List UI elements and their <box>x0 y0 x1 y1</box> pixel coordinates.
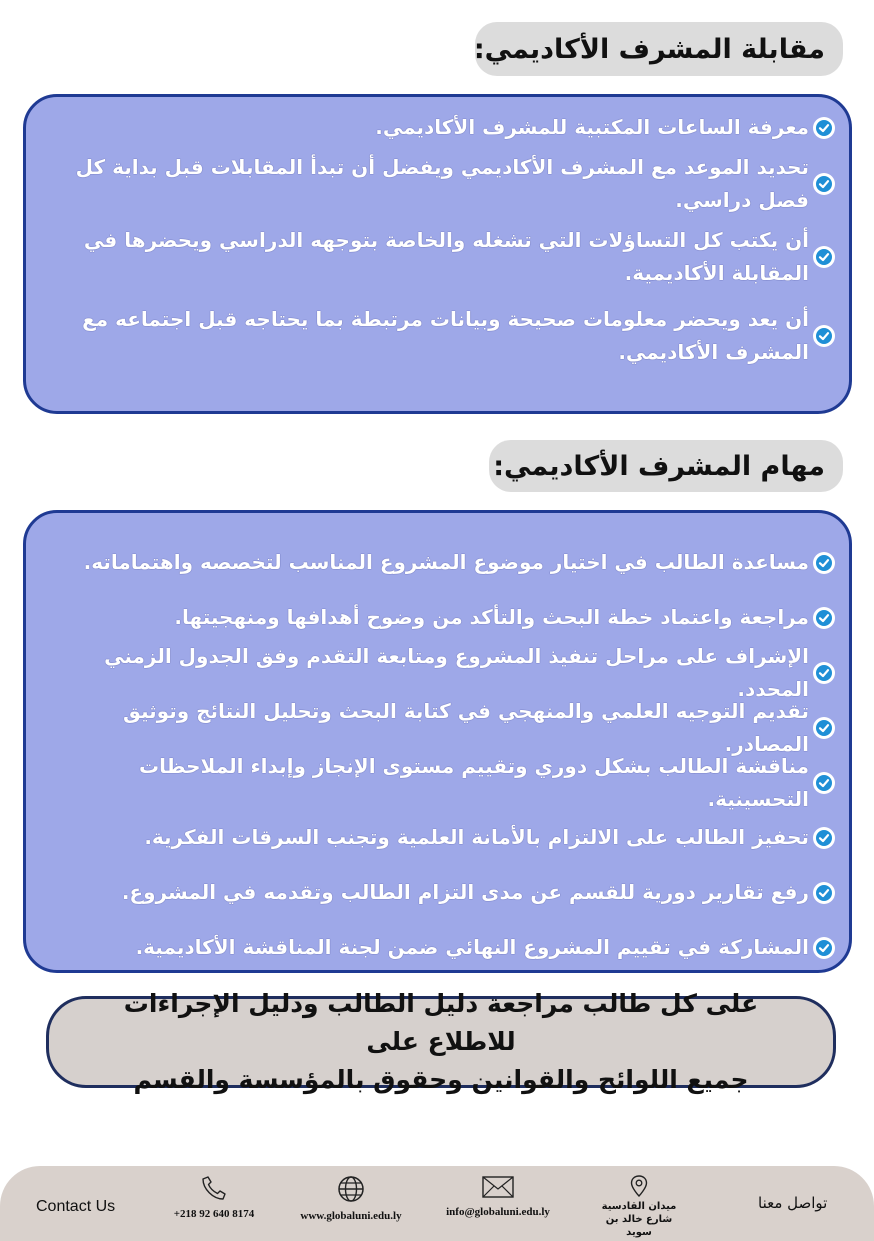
check-icon <box>813 827 835 849</box>
check-icon <box>813 772 835 794</box>
list-item-text: أن يكتب كل التساؤلات التي تشغله والخاصة بتوجهه الدراسي ويحضرها في المقابلة الأكاديمية. <box>83 228 809 285</box>
section-title-supervisor-duties: مهام المشرف الأكاديمي: <box>489 440 843 492</box>
footer-phone[interactable] <box>166 1174 262 1220</box>
list-item <box>40 224 835 290</box>
phone-number: +218 92 640 8174 <box>173 1208 255 1220</box>
list-item <box>40 645 835 700</box>
list-item <box>40 865 835 920</box>
check-icon <box>813 325 835 347</box>
address-line-1: ميدان القادسية <box>601 1201 677 1212</box>
list-item-text: الإشراف على مراحل تنفيذ المشروع ومتابعة التقدم وفق الجدول الزمني المحدد. <box>104 643 809 701</box>
globe-icon <box>336 1174 366 1204</box>
list-item-text: تحديد الموعد مع المشرف الأكاديمي ويفضل أن تبدأ المقابلات قبل بداية كل فصل دراسي. <box>75 155 809 212</box>
note-line-2: جميع اللوائح والقوانين وحقوق بالمؤسسة والقسم <box>133 1065 749 1094</box>
list-item-text: مراجعة واعتماد خطة البحث والتأكد من وضوح أهدافها ومنهجيتها. <box>174 605 809 629</box>
contact-us-label-arabic: تواصل معنا <box>758 1194 828 1212</box>
list-item-text: معرفة الساعات المكتبية للمشرف الأكاديمي. <box>375 115 809 139</box>
check-icon <box>813 117 835 139</box>
list-item-text: مساعدة الطالب في اختيار موضوع المشروع المناسب لتخصصه واهتماماته. <box>83 550 809 574</box>
mail-icon <box>481 1174 515 1200</box>
contact-us-label: Contact Us <box>36 1198 116 1215</box>
note-line-1: على كل طالب مراجعة دليل الطالب ودليل الإجراءات للاطلاع على <box>123 989 759 1056</box>
check-icon <box>813 882 835 904</box>
check-icon <box>813 552 835 574</box>
list-item-text: المشاركة في تقييم المشروع النهائي ضمن لجنة المناقشة الأكاديمية. <box>135 935 809 959</box>
list-item <box>40 700 835 755</box>
list-item <box>40 755 835 810</box>
check-icon <box>813 937 835 959</box>
list-item <box>40 111 835 144</box>
list-item <box>40 810 835 865</box>
address-line-2: شارع خالد بن سويد <box>605 1214 673 1238</box>
email-address: info@globaluni.edu.ly <box>446 1206 550 1218</box>
check-icon <box>813 607 835 629</box>
supervisor-duties-box <box>23 510 852 973</box>
list-item <box>40 535 835 590</box>
website-url: www.globaluni.edu.ly <box>300 1210 402 1222</box>
footer-email[interactable] <box>437 1174 559 1218</box>
footer-address <box>592 1174 686 1239</box>
list-item <box>40 590 835 645</box>
section-title-supervisor-meeting: مقابلة المشرف الأكاديمي: <box>475 22 843 76</box>
student-guide-note <box>46 989 836 1094</box>
list-item-text: تحفيز الطالب على الالتزام بالأمانة العلمية وتجنب السرقات الفكرية. <box>144 825 809 849</box>
check-icon <box>813 246 835 268</box>
phone-icon <box>200 1174 228 1202</box>
list-item <box>40 920 835 975</box>
list-item-text: أن يعد ويحضر معلومات صحيحة وبيانات مرتبطة بما يحتاجه قبل اجتماعه مع المشرف الأكاديمي. <box>82 307 809 364</box>
supervisor-meeting-box <box>23 94 852 414</box>
list-item <box>40 151 835 217</box>
list-item-text: مناقشة الطالب بشكل دوري وتقييم مستوى الإنجاز وإبداء الملاحظات التحسينية. <box>139 753 809 811</box>
list-item-text: رفع تقارير دورية للقسم عن مدى التزام الطالب وتقدمه في المشروع. <box>121 880 809 904</box>
location-pin-icon <box>629 1174 649 1198</box>
footer <box>0 1166 874 1241</box>
check-icon <box>813 662 835 684</box>
list-item <box>40 303 835 369</box>
list-item-text: تقديم التوجيه العلمي والمنهجي في كتابة البحث وتحليل النتائج وتوثيق المصادر. <box>122 698 809 756</box>
check-icon <box>813 717 835 739</box>
check-icon <box>813 173 835 195</box>
footer-website[interactable] <box>290 1174 412 1222</box>
